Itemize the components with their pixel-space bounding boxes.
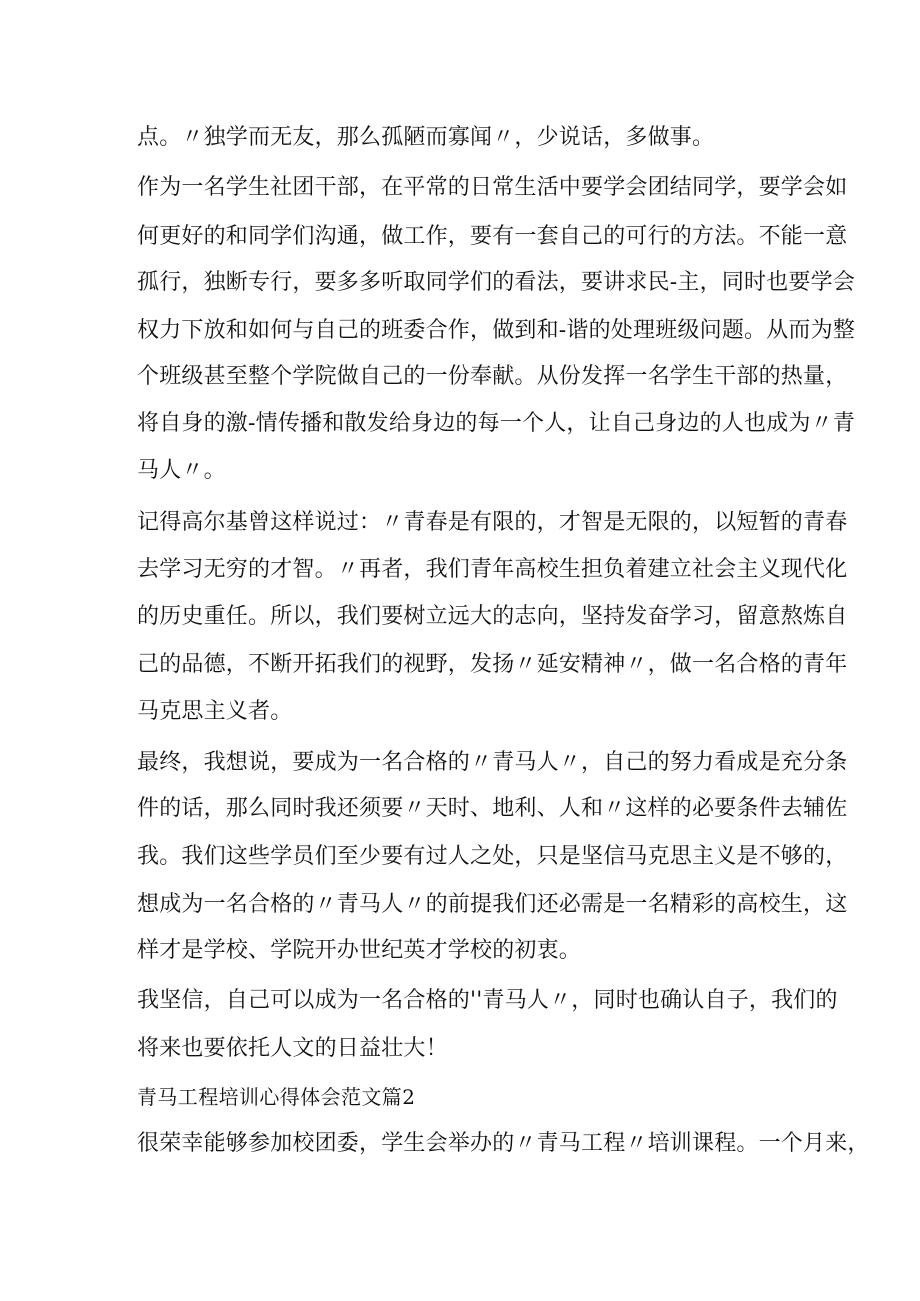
paragraph-2-line-7: 马人〃。 bbox=[137, 458, 226, 483]
paragraph-3-line-4: 己的品德，不断开拓我们的视野，发扬〃延安精神〃，做一名合格的青年 bbox=[137, 652, 848, 677]
paragraph-2-line-2: 何更好的和同学们沟通，做工作，要有一套自己的可行的方法。不能一意 bbox=[137, 224, 848, 249]
paragraph-3-line-2: 去学习无穷的才智。〃再者，我们青年高校生担负着建立社会主义现代化 bbox=[137, 557, 848, 582]
paragraph-4-line-4: 想成为一名合格的〃青马人〃的前提我们还必需是一名精彩的高校生，这 bbox=[137, 892, 848, 917]
paragraph-2-line-3: 孤行，独断专行，要多多听取同学们的看法，要讲求民-主，同时也要学会 bbox=[137, 270, 856, 295]
paragraph-6-line-1: 很荣幸能够参加校团委，学生会举办的〃青马工程〃培训课程。一个月来， bbox=[137, 1131, 870, 1156]
paragraph-3-line-5: 马克思主义者。 bbox=[137, 699, 293, 724]
paragraph-2-line-1: 作为一名学生社团干部，在平常的日常生活中要学会团结同学，要学会如 bbox=[137, 175, 848, 200]
paragraph-4-line-2: 件的话，那么同时我还须要〃天时、地利、人和〃这样的必要条件去辅佐 bbox=[137, 796, 848, 821]
paragraph-2-line-4: 权力下放和如何与自己的班委合作，做到和-谐的处理班级问题。从而为整 bbox=[137, 318, 856, 343]
section-heading: 青马工程培训心得体会范文篇2 bbox=[137, 1085, 416, 1109]
paragraph-1-line-1: 点。〃独学而无友，那么孤陋而寡闻〃，少说话，多做事。 bbox=[137, 125, 715, 150]
paragraph-2-line-5: 个班级甚至整个学院做自己的一份奉献。从份发挥一名学生干部的热量， bbox=[137, 364, 848, 389]
paragraph-4-line-3: 我。我们这些学员们至少要有过人之处，只是坚信马克思主义是不够的， bbox=[137, 844, 848, 869]
paragraph-4-line-1: 最终，我想说，要成为一名合格的〃青马人〃，自己的努力看成是充分条 bbox=[137, 750, 848, 775]
paragraph-2-line-6: 将自身的激-情传播和散发给身边的每一个人，让自己身边的人也成为〃青 bbox=[137, 411, 856, 436]
paragraph-5-line-1: 我坚信，自己可以成为一名合格的''青马人〃，同时也确认自子，我们的 bbox=[137, 988, 838, 1013]
paragraph-3-line-1: 记得高尔基曾这样说过：〃青春是有限的，才智是无限的，以短暂的青春 bbox=[137, 510, 848, 535]
paragraph-3-line-3: 的历史重任。所以，我们要树立远大的志向，坚持发奋学习，留意熬炼自 bbox=[137, 604, 848, 629]
paragraph-5-line-2: 将来也要依托人文的日益壮大！ bbox=[137, 1036, 448, 1061]
paragraph-4-line-5: 样才是学校、学院开办世纪英才学校的初衷。 bbox=[137, 938, 582, 963]
